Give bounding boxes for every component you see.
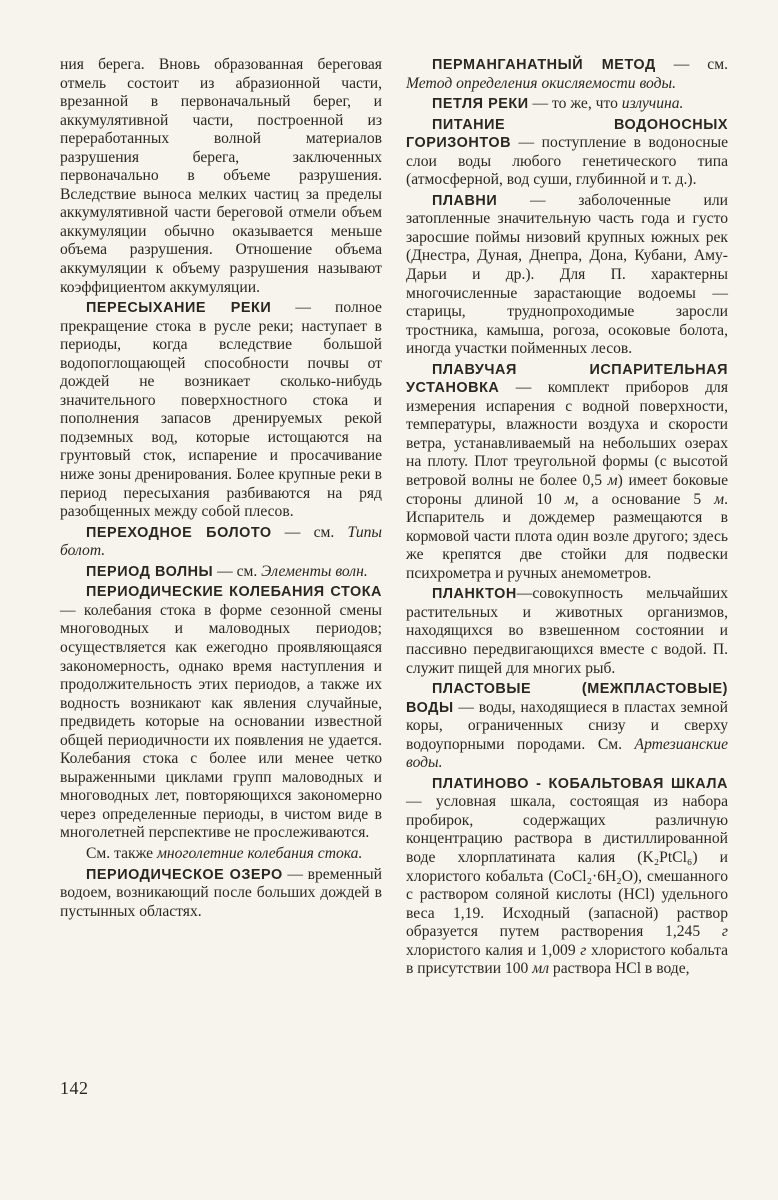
entry-headword: ПЕРЕХОДНОЕ БОЛОТО	[86, 524, 272, 541]
entry-text: — условная шкала, состоящая из набора пробирок, содержащих различную концентрацию раствора в дистиллированной воде хлорплатината калия (K₂PtCl₆) и хлористого кобальта (CoCl₂·6H₂O), смешанного с раствором соляной кислоты (HCl) удельного веса 1,19. Исходный (запасной) раствор образуется путем растворения 1,245	[406, 793, 728, 941]
entry-reference: м	[564, 490, 575, 508]
entry-text: — колебания стока в форме сезонной смены многоводных и маловодных периодов; осуществляется как ежегодно проявляющаяся закономерность, однако время наступления и продолжительность этих периодов, а также их водность возникают как явления случайные, предвидеть которые на основании известной общей периодичности их появления не удается. Колебания стока с более или менее четко выраженными циклами групп маловодных и многоводных лет, повторяющихся закономерно через определенные периоды, в чистом виде в многолетней перспективе не прослеживаются.	[60, 601, 382, 842]
entry-headword: ПЕРМАНГАНАТНЫЙ МЕТОД	[432, 57, 656, 73]
dictionary-entry	[406, 56, 728, 93]
entry-headword: ПЛАВНИ	[432, 192, 498, 209]
entry-headword: ПЕРЕСЫХАНИЕ РЕКИ	[86, 300, 272, 317]
dictionary-entry	[60, 866, 382, 922]
left-column	[60, 56, 382, 921]
entry-headword: ПЕТЛЯ РЕКИ	[432, 96, 529, 113]
entry-headword: ПЛАТИНОВО - КОБАЛЬТОВАЯ ШКАЛА	[432, 775, 728, 792]
dictionary-entry	[406, 361, 728, 584]
entry-headword: ПЛАНКТОН	[432, 586, 517, 603]
entry-text: раствора HCl в воде,	[549, 960, 690, 978]
entry-text: хлористого кобальта в присутствии 100	[406, 941, 728, 978]
dictionary-entry	[60, 299, 382, 522]
dictionary-entry	[406, 585, 728, 678]
page-number: 142	[60, 1078, 89, 1098]
dictionary-entry	[406, 680, 728, 773]
entry-headword: ПЕРИОДИЧЕСКОЕ ОЗЕРО	[86, 866, 283, 883]
entry-text: — см.	[271, 523, 348, 541]
dictionary-entry	[60, 524, 382, 561]
entry-headword: ПИТАНИЕ ВОДОНОСНЫХ ГОРИЗОНТОВ	[406, 116, 728, 152]
dictionary-entry	[406, 775, 728, 979]
entry-text: —совокупность мельчайших растительных и животных организмов, находящихся во взвешенном состоянии и пассивно передвигающихся вместе с водой. П. служит пищей для многих рыб.	[406, 585, 728, 677]
entry-headword: ПЕРИОД ВОЛНЫ	[86, 563, 214, 580]
entry-reference: Типы болот.	[60, 523, 382, 560]
dictionary-entry	[406, 192, 728, 359]
entry-reference: многолетние колебания стока.	[156, 844, 363, 862]
entry-headword: ПЛАВУЧАЯ ИСПАРИТЕЛЬНАЯ УСТАНОВКА	[406, 361, 728, 397]
entry-text: — комплект приборов для измерения испарения с водной поверхности, температуры, влажности воздуха и скорости ветра, устанавливаемый на небольших озерах на плоту. Плот треугольной формы (с высотой ветровой волны не более 0,5	[406, 379, 728, 490]
entry-text: — воды, находящиеся в пластах земной коры, ограниченных снизу и сверху водоупорными породами. См.	[406, 698, 728, 753]
entry-text: — см.	[213, 562, 262, 580]
entry-text: — временный водоем, возникающий после больших дождей в пустынных областях.	[60, 865, 382, 920]
entry-reference: излучина.	[621, 95, 684, 113]
entry-reference: г	[580, 941, 587, 959]
entry-reference: Артезианские воды.	[406, 735, 728, 772]
entry-text: ) имеет боковые стороны длиной 10	[406, 472, 729, 508]
entry-reference: Элементы волн.	[261, 562, 368, 580]
entry-text: , а основание 5	[574, 490, 715, 508]
entry-text: — полное прекращение стока в русле реки; наступает в периоды, когда вследствие большой водопоглощающей способности почвы от дождей не возникает сколько-нибудь значительного поверхностного стока и пополнения запасов дренируемых рекой подземных вод, которые истощаются на грунтовый сток, испарение и просачивание ниже зоны дренирования. Более крупные реки в период пересыхания разбиваются на ряд разобщенных между собой плесов.	[60, 299, 382, 521]
entry-reference: м	[607, 472, 618, 490]
entry-text: хлористого калия и 1,009	[406, 941, 581, 959]
right-column	[406, 56, 728, 979]
entry-reference: м	[714, 490, 725, 508]
dictionary-entry	[60, 583, 382, 843]
entry-text: — то же, что	[528, 95, 622, 113]
entry-text: — заболоченные или затопленные значительную часть года и густо заросшие поймы низовий крупных южных рек (Днестра, Дуная, Днепра, Дона, Кубани, Аму-Дарьи и др.). Для П. характерны многочисленные зарастающие водоемы — старицы, труднопроходимые заросли тростника, камыша, рогоза, осоковые болота, иногда участки пойменных лесов.	[406, 191, 728, 358]
entry-reference: Метод определения окисляемости воды.	[406, 74, 676, 92]
entry-reference: г	[721, 923, 728, 941]
entry-headword: ПЛАСТОВЫЕ (МЕЖПЛАСТОВЫЕ) ВОДЫ	[406, 681, 728, 716]
dictionary-entry	[406, 95, 728, 114]
entry-text: — поступление в водоносные слои воды любого генетического типа (атмосферной, вод суши, глубинной и т. д.).	[406, 134, 728, 189]
dictionary-entry	[406, 116, 728, 190]
entry-headword: ПЕРИОДИЧЕСКИЕ КОЛЕБАНИЯ СТОКА	[86, 584, 382, 601]
entry-text: . Испаритель и дождемер размещаются в кормовой части плота один возле другого; здесь же крепятся две стойки для подвески психрометра и ручных анемометров.	[406, 490, 728, 582]
dictionary-entry	[60, 56, 382, 297]
entry-text: ния берега. Вновь образованная береговая отмель состоит из абразионной части, врезанной в первоначальный берег, и аккумулятивной части, построенной из переработанных волной материалов разрушения берега, заключенных первоначально в объеме разрушения. Вследствие выноса мелких частиц за пределы аккумулятивной части береговой отмели объем аккумуляции обычно оказывается меньше объема разрушения. Отношение объема аккумуляции к объему разрушения называют коэффициентом аккумуляции.	[60, 56, 382, 296]
dictionary-entry	[60, 845, 382, 864]
dictionary-entry	[60, 563, 382, 582]
entry-text: См. также	[86, 844, 157, 862]
entry-text: — см.	[655, 56, 728, 73]
entry-reference: мл	[532, 960, 550, 978]
